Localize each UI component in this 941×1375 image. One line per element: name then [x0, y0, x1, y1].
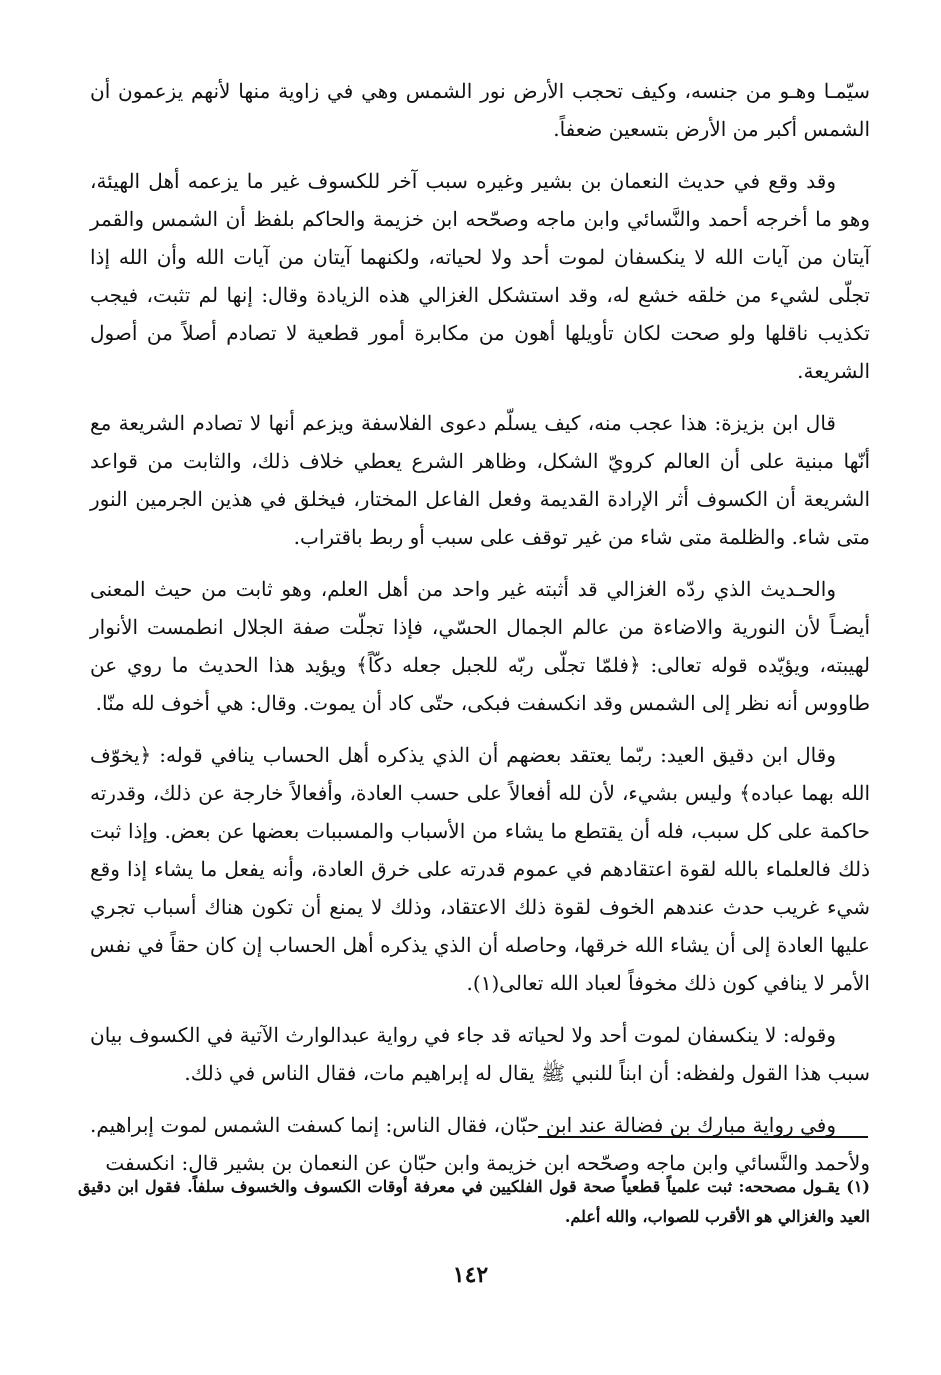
paragraph-6: وقوله: لا ينكسفان لموت أحد ولا لحياته قد جاء في رواية عبدالوارث الآتية في الكسوف بيان سبب هذا القول ولفظه: أن ابناً للنبي ﷺ يقال له إبراهيم مات، فقال الناس في ذلك.: [90, 1023, 870, 1085]
paragraph-5: وقال ابن دقيق العيد: ربّما يعتقد بعضهم أن الذي يذكره أهل الحساب ينافي قوله: ﴿يخوّف الله بهما عباده﴾ وليس بشيء، لأن لله أفعالاً على حسب العادة، وأفعالاً خارجة عن ذلك، وقدرته حاكمة على كل سبب، فله أن يقتطع ما يشاء من الأسباب والمسببات بعضها عن بعض. وإذا ثبت ذلك فالعلماء بالله لقوة اعتقادهم في عموم قدرته على خرق العادة، وأنه يفعل ما يشاء إذا وقع شيء غريب حدث عندهم الخوف لقوة ذلك الاعتقاد، وذلك لا يمنع أن تكون هناك أسباب تجري عليها العادة إلى أن يشاء الله خرقها، وحاصله أن الذي يذكره أهل الحساب إن كان حقاً في نفس الأمر لا ينافي كون ذلك مخوفاً لعباد الله تعالى(١).: [90, 743, 870, 995]
paragraph-1: سيّمـا وهـو من جنسه، وكيف تحجب الأرض نور الشمس وهي في زاوية منها لأنهم يزعمون أن الشمس أكبر من الأرض بتسعين ضعفاً.: [90, 79, 870, 141]
paragraph-3: قال ابن بزيزة: هذا عجب منه، كيف يسلّم دعوى الفلاسفة ويزعم أنها لا تصادم الشريعة مع أنّها مبنية على أن العالم كرويّ الشكل، وظاهر الشرع يعطي خلاف ذلك، والثابت من قواعد الشريعة أن الكسوف أثر الإرادة القديمة وفعل الفاعل المختار، فيخلق في هذين الجرمين النور متى شاء. والظلمة متى شاء من غير توقف على سبب أو ربط باقتراب.: [90, 411, 870, 549]
paragraph-4: والحـديث الذي ردّه الغزالي قد أثبته غير واحد من أهل العلم، وهو ثابت من حيث المعنى أيضـاً لأن النورية والاضاءة من عالم الجمال الحسّي، فإذا تجلّت صفة الجلال انطمست الأنوار لهيبته، ويؤيّده قوله تعالى: ﴿فلمّا تجلّى ربّه للجبل جعله دكّاً﴾ ويؤيد هذا الحديث ما روي عن طاووس أنه نظر إلى الشمس وقد انكسفت فبكى، حتّى كاد أن يموت. وقال: هي أخوف لله منّا.: [90, 577, 870, 715]
page-number: ١٤٢: [452, 1262, 489, 1288]
footnote-divider: [538, 1136, 868, 1138]
paragraph-7: وفي رواية مبارك بن فضالة عند ابن حبّان، فقال الناس: إنما كسفت الشمس لموت إبراهيم. ولأحمد والنَّسائي وابن ماجه وصحّحه ابن خزيمة وابن حبّان عن النعمان بن بشير قال: انكسفت: [90, 1113, 870, 1175]
footnote: (١) يقـول مصححه: ثبت علمياً قطعياً صحة قول الفلكيين في معرفة أوقات الكسوف والخسوف سلفاً. فقول ابن دقيق العيد والغزالي هو الأقرب للصواب، والله أعلم.: [78, 1177, 870, 1226]
paragraph-2: وقد وقع في حديث النعمان بن بشير وغيره سبب آخر للكسوف غير ما يزعمه أهل الهيئة، وهو ما أخرجه أحمد والنَّسائي وابن ماجه وصحّحه ابن خزيمة والحاكم بلفظ أن الشمس والقمر آيتان من آيات الله لا ينكسفان لموت أحد ولا لحياته، ولكنهما آيتان من آيات الله وأن الله إذا تجلّى لشيء من خلقه خشع له، وقد استشكل الغزالي هذه الزيادة وقال: إنها لم تثبت، فيجب تكذيب ناقلها ولو صحت لكان تأويلها أهون من مكابرة أمور قطعية لا تصادم أصلاً من أصول الشريعة.: [90, 169, 870, 383]
page-body: [90, 72, 870, 1196]
